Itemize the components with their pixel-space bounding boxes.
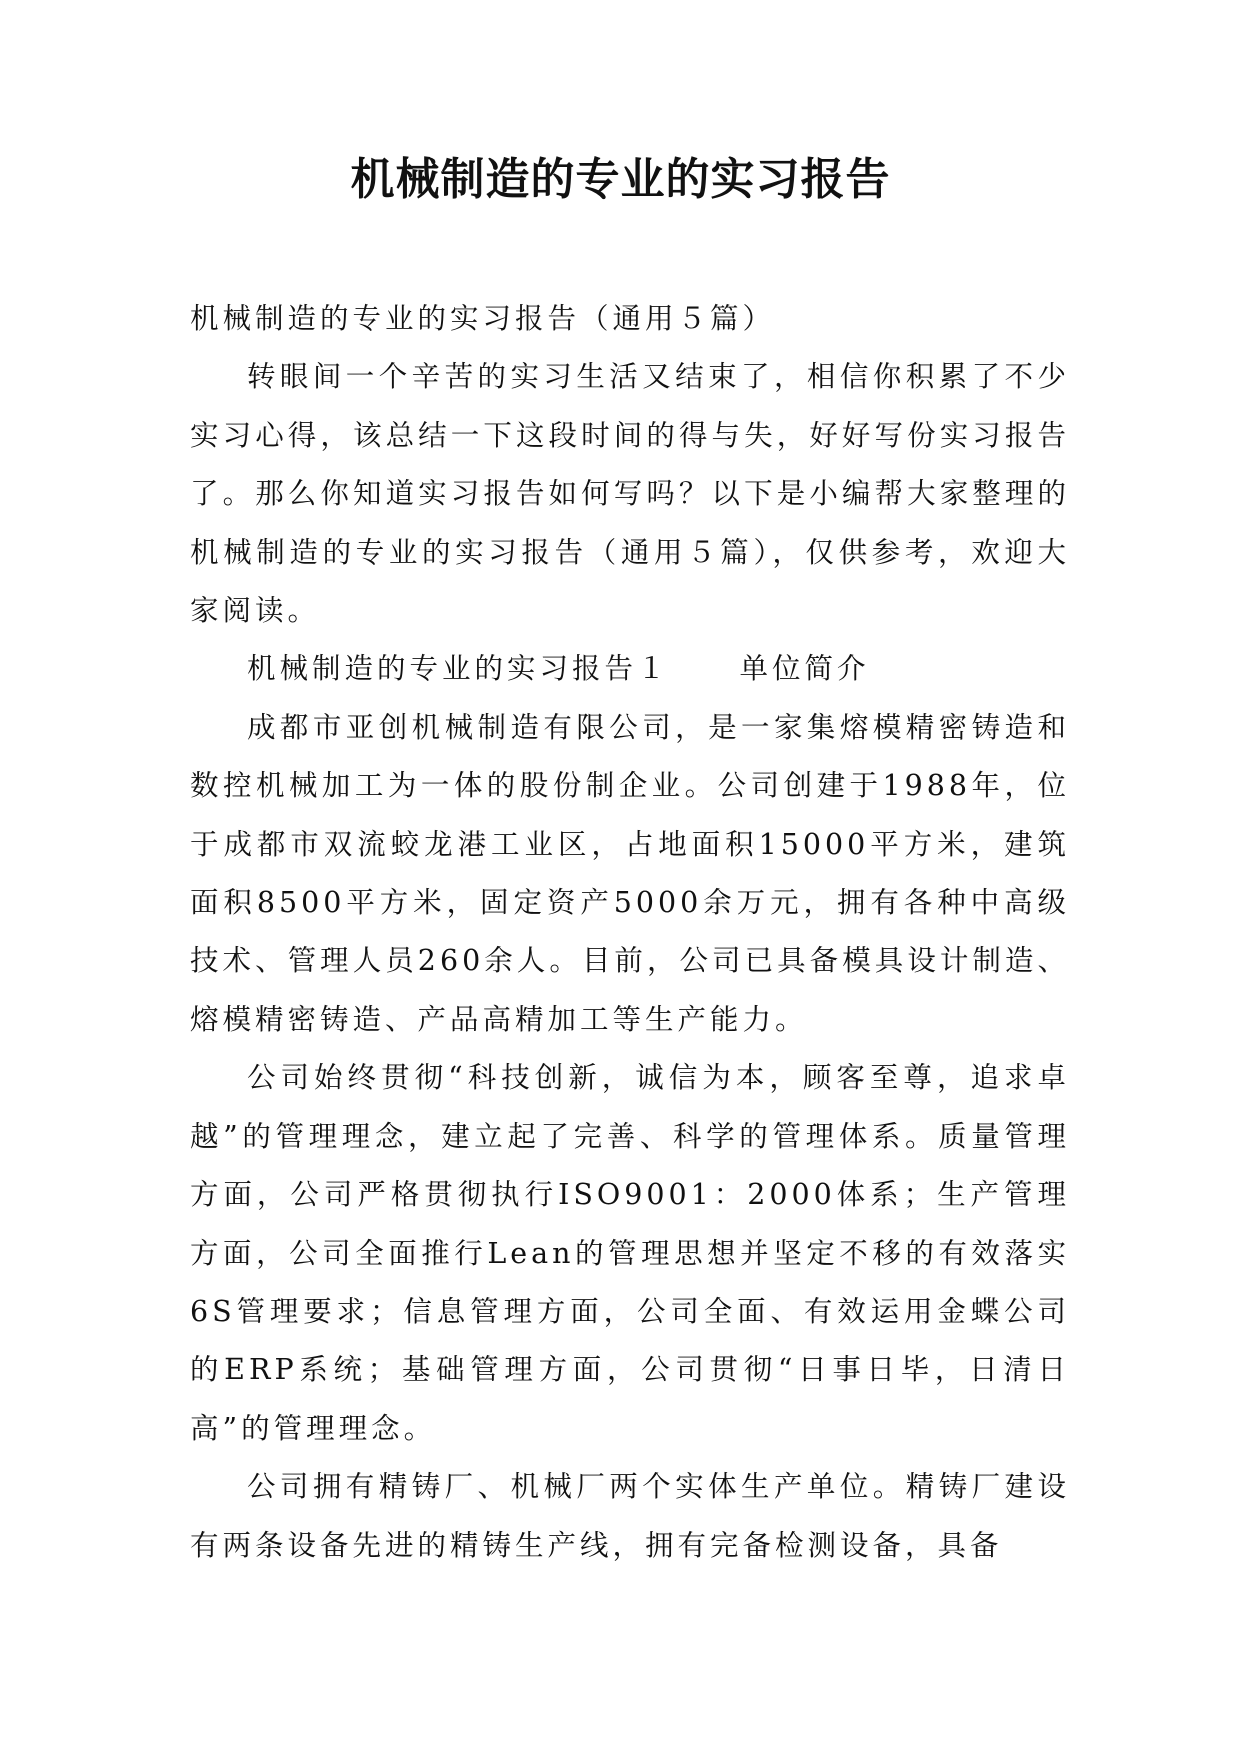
section-heading-line xyxy=(190,640,1070,698)
body-paragraph-2: 公司始终贯彻“科技创新，诚信为本，顾客至尊，追求卓越”的管理理念，建立起了完善、科学的管理体系。质量管理方面，公司严格贯彻执行ISO9001：2000体系；生产管理方面，公司全面推行Lean的管理思想并坚定不移的有效落实6S管理要求；信息管理方面，公司全面、有效运用金蝶公司的ERP系统；基础管理方面，公司贯彻“日事日毕，日清日高”的管理理念。 xyxy=(190,1061,1070,1445)
document-title: 机械制造的专业的实习报告 xyxy=(350,154,891,205)
section-heading: 机械制造的专业的实习报告１ xyxy=(247,652,670,686)
section-subheading: 单位简介 xyxy=(739,652,870,686)
body-paragraph-1: 成都市亚创机械制造有限公司，是一家集熔模精密铸造和数控机械加工为一体的股份制企业。公司创建于1988年，位于成都市双流蛟龙港工业区，占地面积15000平方米，建筑面积8500平方米，固定资产5000余万元，拥有各种中高级技术、管理人员260余人。目前，公司已具备模具设计制造、熔模精密铸造、产品高精加工等生产能力。 xyxy=(190,710,1070,1036)
document-subtitle: 机械制造的专业的实习报告（通用５篇） xyxy=(190,302,776,335)
body-paragraph-3: 公司拥有精铸厂、机械厂两个实体生产单位。精铸厂建设有两条设备先进的精铸生产线，拥有完备检测设备，具备 xyxy=(190,1470,1070,1562)
document-body xyxy=(190,290,1070,1575)
intro-paragraph: 转眼间一个辛苦的实习生活又结束了，相信你积累了不少实习心得，该总结一下这段时间的得与失，好好写份实习报告了。那么你知道实习报告如何写吗？以下是小编帮大家整理的机械制造的专业的实习报告（通用５篇），仅供参考，欢迎大家阅读。 xyxy=(190,360,1070,628)
